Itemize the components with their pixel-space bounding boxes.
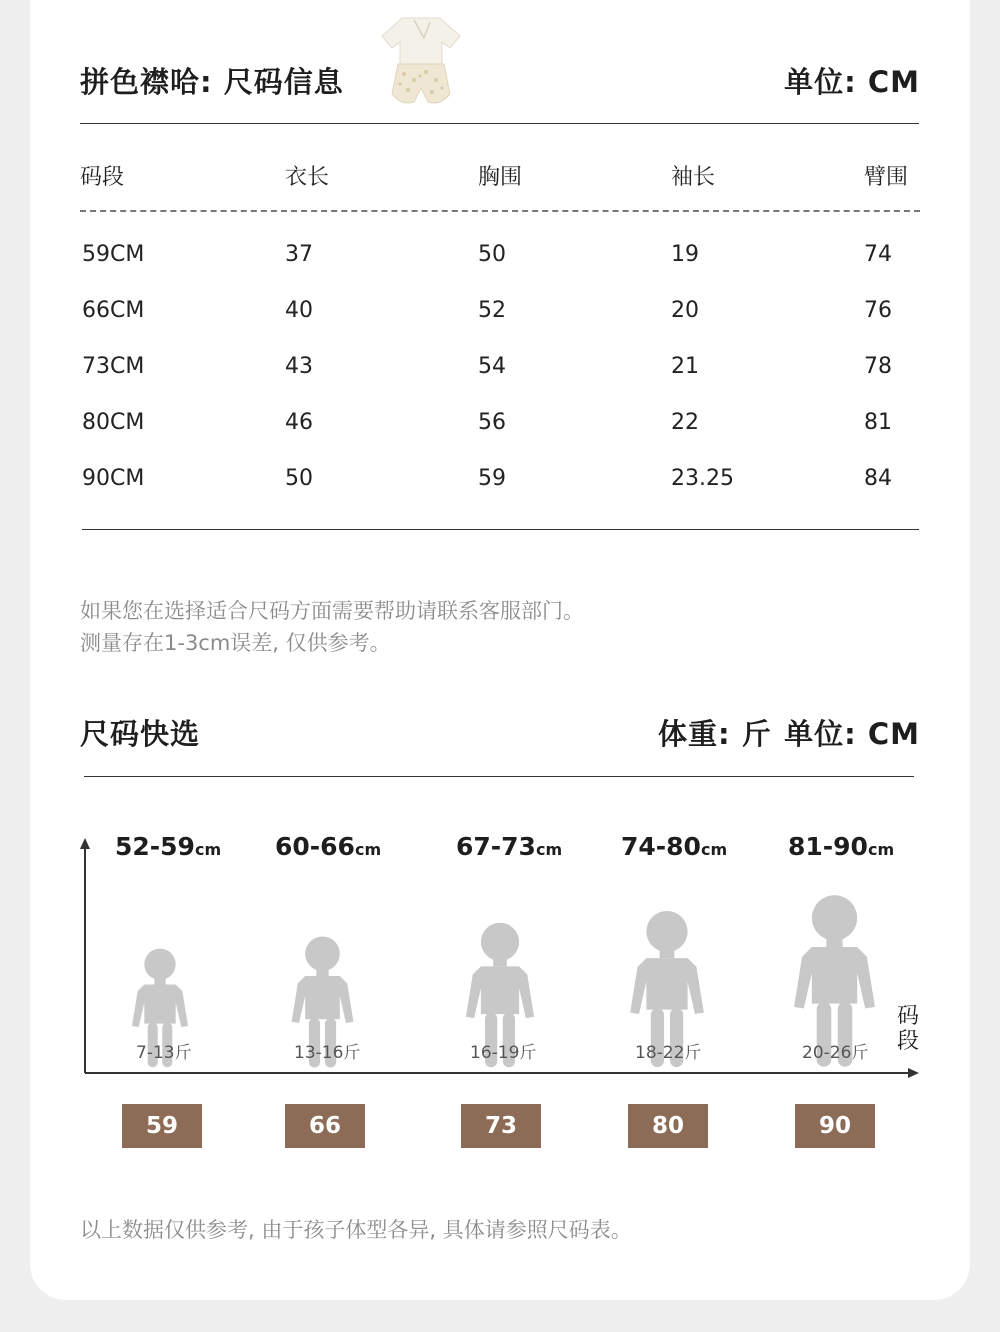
table-cell: 74 <box>864 242 892 267</box>
table-cell: 43 <box>285 354 313 379</box>
weight-range: 16-19斤 <box>470 1043 537 1063</box>
size-badge-80[interactable]: 80 <box>628 1104 708 1148</box>
weight-range: 20-26斤 <box>802 1043 869 1063</box>
weight-range: 7-13斤 <box>136 1043 192 1063</box>
table-cell: 21 <box>671 354 699 379</box>
col-header-length: 衣长 <box>285 165 330 190</box>
quick-unit-label: 单位: CM <box>784 717 920 751</box>
size-badge-73[interactable]: 73 <box>461 1104 541 1148</box>
table-cell: 80CM <box>82 410 145 435</box>
quick-select-title: 尺码快选 <box>80 717 201 751</box>
footer-note: 以上数据仅供参考, 由于孩子体型各异, 具体请参照尺码表。 <box>80 1218 632 1242</box>
table-cell: 20 <box>671 298 699 323</box>
col-header-size: 码段 <box>80 165 125 190</box>
weight-range: 18-22斤 <box>635 1043 702 1063</box>
table-cell: 50 <box>285 466 313 491</box>
table-cell: 56 <box>478 410 506 435</box>
height-range: 67-73cm <box>456 832 563 861</box>
height-range: 60-66cm <box>275 832 382 861</box>
table-cell: 22 <box>671 410 699 435</box>
table-cell: 59CM <box>82 242 145 267</box>
height-range: 81-90cm <box>788 832 895 861</box>
table-cell: 73CM <box>82 354 145 379</box>
table-cell: 81 <box>864 410 892 435</box>
size-info-title: 拼色襟哈: 尺码信息 <box>80 65 344 99</box>
table-cell: 54 <box>478 354 506 379</box>
size-badge-59[interactable]: 59 <box>122 1104 202 1148</box>
table-cell: 90CM <box>82 466 145 491</box>
table-cell: 78 <box>864 354 892 379</box>
table-cell: 84 <box>864 466 892 491</box>
size-badge-90[interactable]: 90 <box>795 1104 875 1148</box>
weight-unit-label: 体重: 斤 <box>658 717 772 751</box>
axis-label-size: 码段 <box>897 1004 920 1054</box>
height-range: 52-59cm <box>115 832 222 861</box>
col-header-chest: 胸围 <box>478 165 523 190</box>
help-note: 如果您在选择适合尺码方面需要帮助请联系客服部门。 <box>80 599 584 623</box>
table-cell: 76 <box>864 298 892 323</box>
table-cell: 40 <box>285 298 313 323</box>
error-note: 测量存在1-3cm误差, 仅供参考。 <box>80 631 391 655</box>
unit-label: 单位: CM <box>784 65 920 99</box>
height-range: 74-80cm <box>621 832 728 861</box>
size-badge-66[interactable]: 66 <box>285 1104 365 1148</box>
col-header-sleeve: 袖长 <box>671 165 716 190</box>
table-cell: 59 <box>478 466 506 491</box>
table-cell: 66CM <box>82 298 145 323</box>
weight-range: 13-16斤 <box>294 1043 361 1063</box>
col-header-arm: 臂围 <box>864 165 909 190</box>
table-cell: 46 <box>285 410 313 435</box>
table-cell: 23.25 <box>671 466 734 491</box>
table-cell: 52 <box>478 298 506 323</box>
table-cell: 19 <box>671 242 699 267</box>
table-cell: 50 <box>478 242 506 267</box>
table-cell: 37 <box>285 242 313 267</box>
